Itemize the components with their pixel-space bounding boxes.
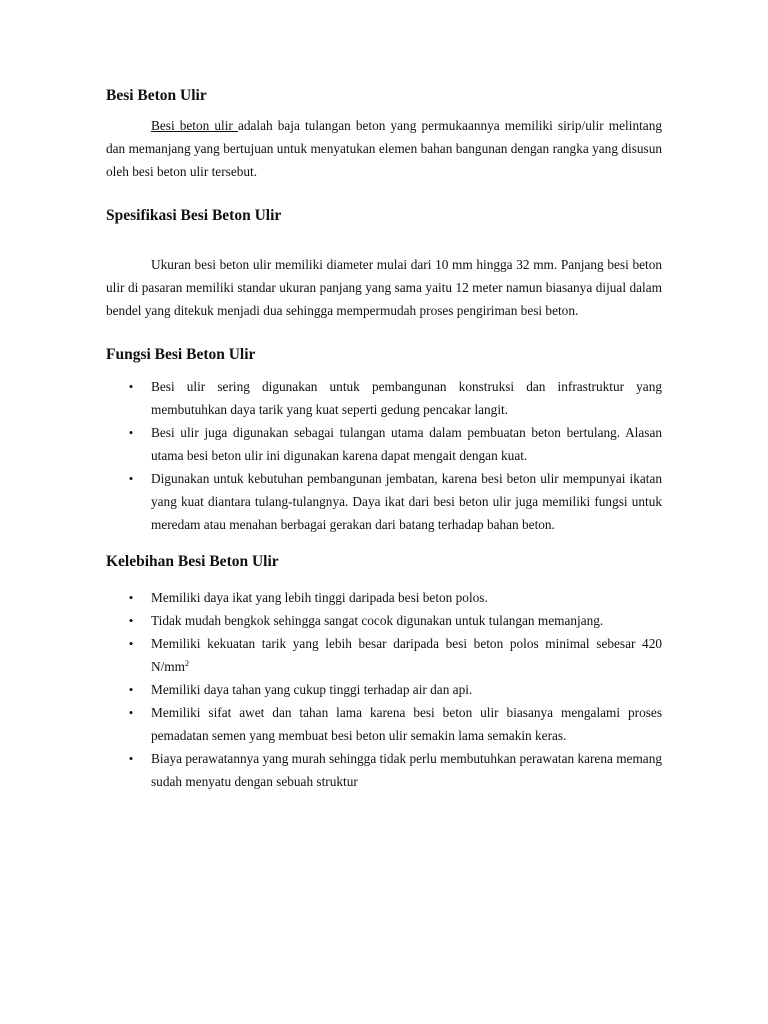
section-title-spesifikasi: Spesifikasi Besi Beton Ulir xyxy=(106,207,282,224)
list-item xyxy=(106,747,662,793)
bullet-icon: • xyxy=(128,682,134,697)
section-title-fungsi: Fungsi Besi Beton Ulir xyxy=(106,346,256,363)
list-item xyxy=(106,678,662,701)
list-item xyxy=(106,421,662,467)
bullet-icon: • xyxy=(128,751,134,766)
intro-link-text: Besi beton ulir xyxy=(151,118,238,133)
list-item-text: Besi ulir juga digunakan sebagai tulangan utama dalam pembuatan beton bertulang. Alasan utama besi beton ulir ini digunakan karena dapat mengait dengan kuat. xyxy=(151,425,662,463)
intro-paragraph xyxy=(106,114,662,183)
list-item xyxy=(106,467,662,536)
list-item xyxy=(106,609,662,632)
bullet-icon: • xyxy=(128,613,134,628)
bullet-icon: • xyxy=(128,379,134,394)
list-item xyxy=(106,701,662,747)
list-item-text: Memiliki daya tahan yang cukup tinggi terhadap air dan api. xyxy=(151,682,473,697)
kelebihan-list xyxy=(106,586,662,793)
list-item-text: Digunakan untuk kebutuhan pembangunan jembatan, karena besi beton ulir mempunyai ikatan yang kuat diantara tulang-tulangnya. Daya ikat dari besi beton ulir juga memiliki fungsi untuk meredam atau menahan berbagai gerakan dari batang terhadap bahan beton. xyxy=(151,471,662,532)
intro-paragraph-text: adalah baja tulangan beton yang permukaannya memiliki sirip/ulir melintang dan memanjang yang bertujuan untuk menyatukan elemen bahan bangunan dengan rangka yang disusun oleh besi beton ulir tersebut. xyxy=(106,118,662,179)
list-item-text: Tidak mudah bengkok sehingga sangat cocok digunakan untuk tulangan memanjang. xyxy=(151,613,604,628)
spesifikasi-paragraph: Ukuran besi beton ulir memiliki diameter mulai dari 10 mm hingga 32 mm. Panjang besi beton ulir di pasaran memiliki standar ukuran panjang yang sama yaitu 12 meter namun biasanya dijual dalam bendel yang ditekuk menjadi dua sehingga mempermudah proses pengiriman besi beton. xyxy=(106,257,662,318)
list-item xyxy=(106,632,662,678)
document-body xyxy=(106,86,662,793)
bullet-icon: • xyxy=(128,425,134,440)
list-item xyxy=(106,586,662,609)
list-item-text: Besi ulir sering digunakan untuk pembangunan konstruksi dan infrastruktur yang membutuhkan daya tarik yang kuat seperti gedung pencakar langit. xyxy=(151,379,662,417)
list-item-text: Biaya perawatannya yang murah sehingga tidak perlu membutuhkan perawatan karena memang sudah menyatu dengan sebuah struktur xyxy=(151,751,662,789)
superscript-exponent: 2 xyxy=(184,659,189,668)
bullet-icon: • xyxy=(128,705,134,720)
bullet-icon: • xyxy=(128,636,134,651)
list-item-text: Memiliki daya ikat yang lebih tinggi daripada besi beton polos. xyxy=(151,590,488,605)
section-title-besi-beton-ulir: Besi Beton Ulir xyxy=(106,87,207,104)
section-title-kelebihan: Kelebihan Besi Beton Ulir xyxy=(106,553,279,570)
list-item-text: Memiliki sifat awet dan tahan lama karena besi beton ulir biasanya mengalami proses pemadatan semen yang membuat besi beton ulir semakin lama semakin keras. xyxy=(151,705,662,743)
list-item xyxy=(106,375,662,421)
fungsi-list xyxy=(106,375,662,536)
list-item-text: Memiliki kekuatan tarik yang lebih besar daripada besi beton polos minimal sebesar 420 N/mm xyxy=(151,636,662,674)
bullet-icon: • xyxy=(128,471,134,486)
bullet-icon: • xyxy=(128,590,134,605)
